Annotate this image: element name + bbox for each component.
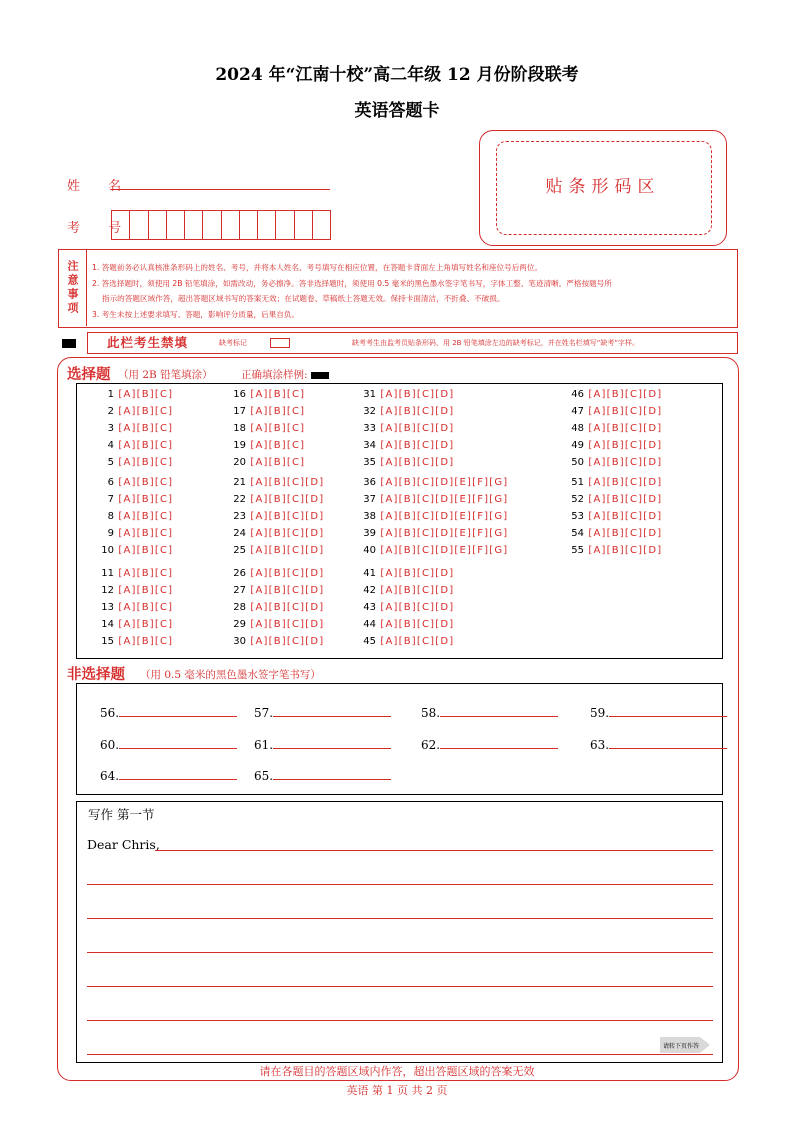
answer-options[interactable]: [A][B][C] [114,619,174,630]
question-48 [562,423,662,435]
answer-line[interactable] [273,737,391,749]
answer-options[interactable]: [A][B][C][D] [584,528,663,539]
question-number: 7 [107,494,114,505]
writing-line[interactable] [87,1020,713,1021]
writing-line[interactable] [87,884,713,885]
note-line: 3. 考生未按上述要求填写、答题，影响评分质量，后果自负。 [92,310,300,319]
examno-digit-box[interactable] [185,211,203,239]
question-22 [224,494,324,506]
question-number: 38 [363,511,376,522]
question-number: 11 [101,568,114,579]
answer-options[interactable]: [A][B][C] [246,406,306,417]
question-31 [354,389,454,401]
next-page-hint: 请转下页作答 [663,1043,700,1050]
examno-digit-box[interactable] [295,211,313,239]
answer-options[interactable]: [A][B][C][D][E][F][G] [376,494,509,505]
answer-options[interactable]: [A][B][C][D][E][F][G] [376,528,509,539]
question-43 [354,602,454,614]
nonchoice-title: 非选择题 [67,667,125,683]
question-number: 3 [107,423,114,434]
note-line: 2. 答选择题时，须使用 2B 铅笔填涂，如需改动，务必擦净。答非选择题时，须使用 0.5 毫米的黑色墨水签字笔书写，字体工整、笔迹清晰。严格按题号所 [92,279,612,288]
sample-label [241,367,329,382]
examno-digit-box[interactable] [222,211,240,239]
question-number: 34 [363,440,376,451]
examno-digit-box[interactable] [203,211,221,239]
examno-boxes[interactable] [111,210,331,240]
answer-options[interactable]: [A][B][C][D][E][F][G] [376,477,509,488]
answer-line[interactable] [119,737,237,749]
question-28 [224,602,324,614]
question-number: 30 [233,636,246,647]
question-42 [354,585,454,597]
question-4 [96,440,173,452]
answer-options[interactable]: [A][B][C][D] [584,423,663,434]
blank-64 [100,768,237,783]
question-16 [224,389,305,401]
question-number: 49 [571,440,584,451]
question-number: 8 [107,511,114,522]
answer-options[interactable]: [A][B][C] [114,568,174,579]
question-13 [96,602,173,614]
question-number: 32 [363,406,376,417]
question-number: 55 [571,545,584,556]
question-23 [224,511,324,523]
question-5 [96,457,173,469]
question-54 [562,528,662,540]
blank-number: 59. [590,706,610,720]
question-number: 36 [363,477,376,488]
answer-line[interactable] [273,705,391,717]
name-field[interactable] [110,188,330,190]
page-number: 英语 第 1 页 共 2 页 [346,1084,448,1097]
question-number: 31 [363,389,376,400]
blank-58 [421,705,558,720]
answer-options[interactable]: [A][B][C] [114,477,174,488]
writing-title: 写作 第一节 [88,807,155,822]
answer-options[interactable]: [A][B][C] [114,406,174,417]
question-number: 21 [233,477,246,488]
sample-filled-mark [311,372,329,379]
question-number: 22 [233,494,246,505]
card-subtitle: 英语答题卡 [354,101,440,121]
timing-mark [62,339,76,348]
answer-options[interactable]: [A][B][C][D] [376,602,455,613]
answer-line[interactable] [273,768,391,780]
question-number: 20 [233,457,246,468]
answer-line[interactable] [440,737,558,749]
choice-subtitle: （用 2B 铅笔填涂） [118,369,213,381]
question-number: 6 [107,477,114,488]
question-53 [562,511,662,523]
question-number: 28 [233,602,246,613]
forbidden-title: 此栏考生禁填 [107,335,189,350]
answer-options[interactable]: [A][B][C][D] [246,477,325,488]
examno-digit-box[interactable] [240,211,258,239]
question-49 [562,440,662,452]
question-number: 43 [363,602,376,613]
question-number: 19 [233,440,246,451]
examno-digit-box[interactable] [112,211,130,239]
answer-options[interactable]: [A][B][C][D][E][F][G] [376,545,509,556]
answer-options[interactable]: [A][B][C][D] [584,511,663,522]
question-36 [354,477,508,489]
question-number: 50 [571,457,584,468]
question-number: 10 [101,545,114,556]
blank-60 [100,737,237,752]
answer-options[interactable]: [A][B][C][D] [376,440,455,451]
note-line: 指示的答题区域作答，超出答题区域书写的答案无效；在试题卷、草稿纸上答题无效。保持卡面清洁，不折叠、不破损。 [102,294,505,303]
question-46 [562,389,662,401]
blank-number: 63. [590,738,610,752]
question-34 [354,440,454,452]
question-number: 5 [107,457,114,468]
writing-line[interactable] [87,952,713,953]
question-39 [354,528,508,540]
question-15 [96,636,173,648]
answer-options[interactable]: [A][B][C][D] [376,568,455,579]
question-41 [354,568,454,580]
writing-line[interactable] [87,986,713,987]
question-number: 17 [233,406,246,417]
answer-options[interactable]: [A][B][C][D] [584,406,663,417]
question-number: 2 [107,406,114,417]
question-number: 13 [101,602,114,613]
question-number: 45 [363,636,376,647]
question-number: 44 [363,619,376,630]
question-number: 29 [233,619,246,630]
answer-options[interactable]: [A][B][C][D] [246,585,325,596]
question-30 [224,636,324,648]
answer-options[interactable]: [A][B][C][D] [584,545,663,556]
answer-options[interactable]: [A][B][C][D] [246,528,325,539]
answer-options[interactable]: [A][B][C] [114,528,174,539]
question-9 [96,528,173,540]
answer-options[interactable]: [A][B][C][D] [376,457,455,468]
answer-options[interactable]: [A][B][C] [114,602,174,613]
question-6 [96,477,173,489]
question-19 [224,440,305,452]
salutation: Dear Chris, [87,837,160,852]
footer-warning: 请在各题目的答题区域内作答，超出答题区域的答案无效 [259,1065,535,1078]
question-51 [562,477,662,489]
question-number: 23 [233,511,246,522]
name-label: 姓 名 [67,179,134,194]
question-number: 12 [101,585,114,596]
answer-line[interactable] [609,705,727,717]
blank-61 [254,737,391,752]
question-number: 53 [571,511,584,522]
question-25 [224,545,324,557]
question-number: 42 [363,585,376,596]
blank-number: 65. [254,769,274,783]
absent-note: 缺考考生由监考员贴条形码，用 2B 铅笔填涂左边的缺考标记，并在姓名栏填写“缺考”字样。 [352,339,639,347]
answer-options[interactable]: [A][B][C][D] [246,619,325,630]
answer-options[interactable]: [A][B][C][D] [246,636,325,647]
question-number: 25 [233,545,246,556]
answer-options[interactable]: [A][B][C] [114,389,174,400]
question-number: 54 [571,528,584,539]
question-27 [224,585,324,597]
question-number: 9 [107,528,114,539]
blank-number: 62. [421,738,441,752]
question-number: 37 [363,494,376,505]
answer-options[interactable]: [A][B][C] [114,457,174,468]
question-40 [354,545,508,557]
answer-options[interactable]: [A][B][C][D] [376,423,455,434]
answer-options[interactable]: [A][B][C][D] [376,636,455,647]
answer-options[interactable]: [A][B][C][D] [584,457,663,468]
writing-line[interactable] [87,1054,713,1055]
answer-options[interactable]: [A][B][C] [114,440,174,451]
question-number: 35 [363,457,376,468]
answer-options[interactable]: [A][B][C][D][E][F][G] [376,511,509,522]
question-number: 47 [571,406,584,417]
answer-options[interactable]: [A][B][C] [114,636,174,647]
absent-label: 缺考标记 [219,339,247,347]
answer-options[interactable]: [A][B][C][D] [246,545,325,556]
blank-number: 64. [100,769,120,783]
answer-options[interactable]: [A][B][C] [114,585,174,596]
answer-options[interactable]: [A][B][C][D] [246,511,325,522]
question-52 [562,494,662,506]
question-number: 27 [233,585,246,596]
answer-line[interactable] [119,768,237,780]
question-20 [224,457,305,469]
examno-digit-box[interactable] [313,211,330,239]
answer-options[interactable]: [A][B][C][D] [246,494,325,505]
blank-number: 57. [254,706,274,720]
examno-digit-box[interactable] [149,211,167,239]
question-number: 16 [233,389,246,400]
question-12 [96,585,173,597]
nonchoice-subtitle: （用 0.5 毫米的黑色墨水签字笔书写） [140,669,321,681]
question-number: 39 [363,528,376,539]
question-1 [96,389,173,401]
answer-options[interactable]: [A][B][C][D] [584,477,663,488]
blank-number: 56. [100,706,120,720]
question-17 [224,406,305,418]
answer-options[interactable]: [A][B][C][D] [246,602,325,613]
question-29 [224,619,324,631]
blank-63 [590,737,727,752]
answer-options[interactable]: [A][B][C][D] [376,389,455,400]
question-2 [96,406,173,418]
card-title: 2024 年“江南十校”高二年级 12 月份阶段联考 [215,65,579,85]
question-35 [354,457,454,469]
choice-title: 选择题 [67,367,111,383]
answer-options[interactable]: [A][B][C] [114,494,174,505]
question-3 [96,423,173,435]
answer-options[interactable]: [A][B][C] [114,545,174,556]
question-number: 1 [107,389,114,400]
examno-digit-box[interactable] [258,211,276,239]
question-number: 18 [233,423,246,434]
barcode-label: 贴条形码区 [545,177,661,197]
answer-options[interactable]: [A][B][C] [114,423,174,434]
notes-title: 注意事项 [66,259,79,316]
question-number: 24 [233,528,246,539]
question-24 [224,528,324,540]
question-number: 4 [107,440,114,451]
answer-options[interactable]: [A][B][C] [246,389,306,400]
question-47 [562,406,662,418]
blank-number: 60. [100,738,120,752]
question-14 [96,619,173,631]
question-32 [354,406,454,418]
question-18 [224,423,305,435]
sample-text: 正确填涂样例: [241,369,308,381]
answer-options[interactable]: [A][B][C][D] [584,494,663,505]
question-number: 40 [363,545,376,556]
writing-line[interactable] [87,918,713,919]
answer-options[interactable]: [A][B][C] [246,440,306,451]
examno-digit-box[interactable] [276,211,294,239]
question-55 [562,545,662,557]
question-38 [354,511,508,523]
question-8 [96,511,173,523]
question-37 [354,494,508,506]
answer-options[interactable]: [A][B][C][D] [376,619,455,630]
question-21 [224,477,324,489]
blank-56 [100,705,237,720]
blank-number: 61. [254,738,274,752]
blank-65 [254,768,391,783]
question-7 [96,494,173,506]
answer-options[interactable]: [A][B][C][D] [584,389,663,400]
question-26 [224,568,324,580]
writing-line[interactable] [155,850,713,851]
answer-options[interactable]: [A][B][C] [246,457,306,468]
question-number: 52 [571,494,584,505]
blank-59 [590,705,727,720]
question-45 [354,636,454,648]
answer-options[interactable]: [A][B][C][D] [246,568,325,579]
question-number: 51 [571,477,584,488]
answer-options[interactable]: [A][B][C][D] [376,585,455,596]
question-number: 46 [571,389,584,400]
writing-area [76,801,723,1063]
question-number: 26 [233,568,246,579]
examno-digit-box[interactable] [130,211,148,239]
question-number: 14 [101,619,114,630]
question-number: 41 [363,568,376,579]
question-33 [354,423,454,435]
question-11 [96,568,173,580]
question-number: 15 [101,636,114,647]
question-number: 33 [363,423,376,434]
blank-57 [254,705,391,720]
absent-checkbox[interactable] [270,338,290,348]
question-50 [562,457,662,469]
question-44 [354,619,454,631]
answer-options[interactable]: [A][B][C][D] [584,440,663,451]
answer-options[interactable]: [A][B][C][D] [376,406,455,417]
examno-digit-box[interactable] [167,211,185,239]
blank-number: 58. [421,706,441,720]
answer-options[interactable]: [A][B][C] [246,423,306,434]
answer-line[interactable] [440,705,558,717]
question-10 [96,545,173,557]
note-line: 1. 答题前务必认真核准条形码上的姓名、考号，并将本人姓名、考号填写在相应位置，在答题卡背面左上角填写姓名和座位号后两位。 [92,263,543,272]
answer-line[interactable] [119,705,237,717]
answer-options[interactable]: [A][B][C] [114,511,174,522]
examno-label: 考 号 [67,221,134,236]
notes-title-cell [58,249,87,326]
answer-line[interactable] [609,737,727,749]
question-number: 48 [571,423,584,434]
blank-62 [421,737,558,752]
